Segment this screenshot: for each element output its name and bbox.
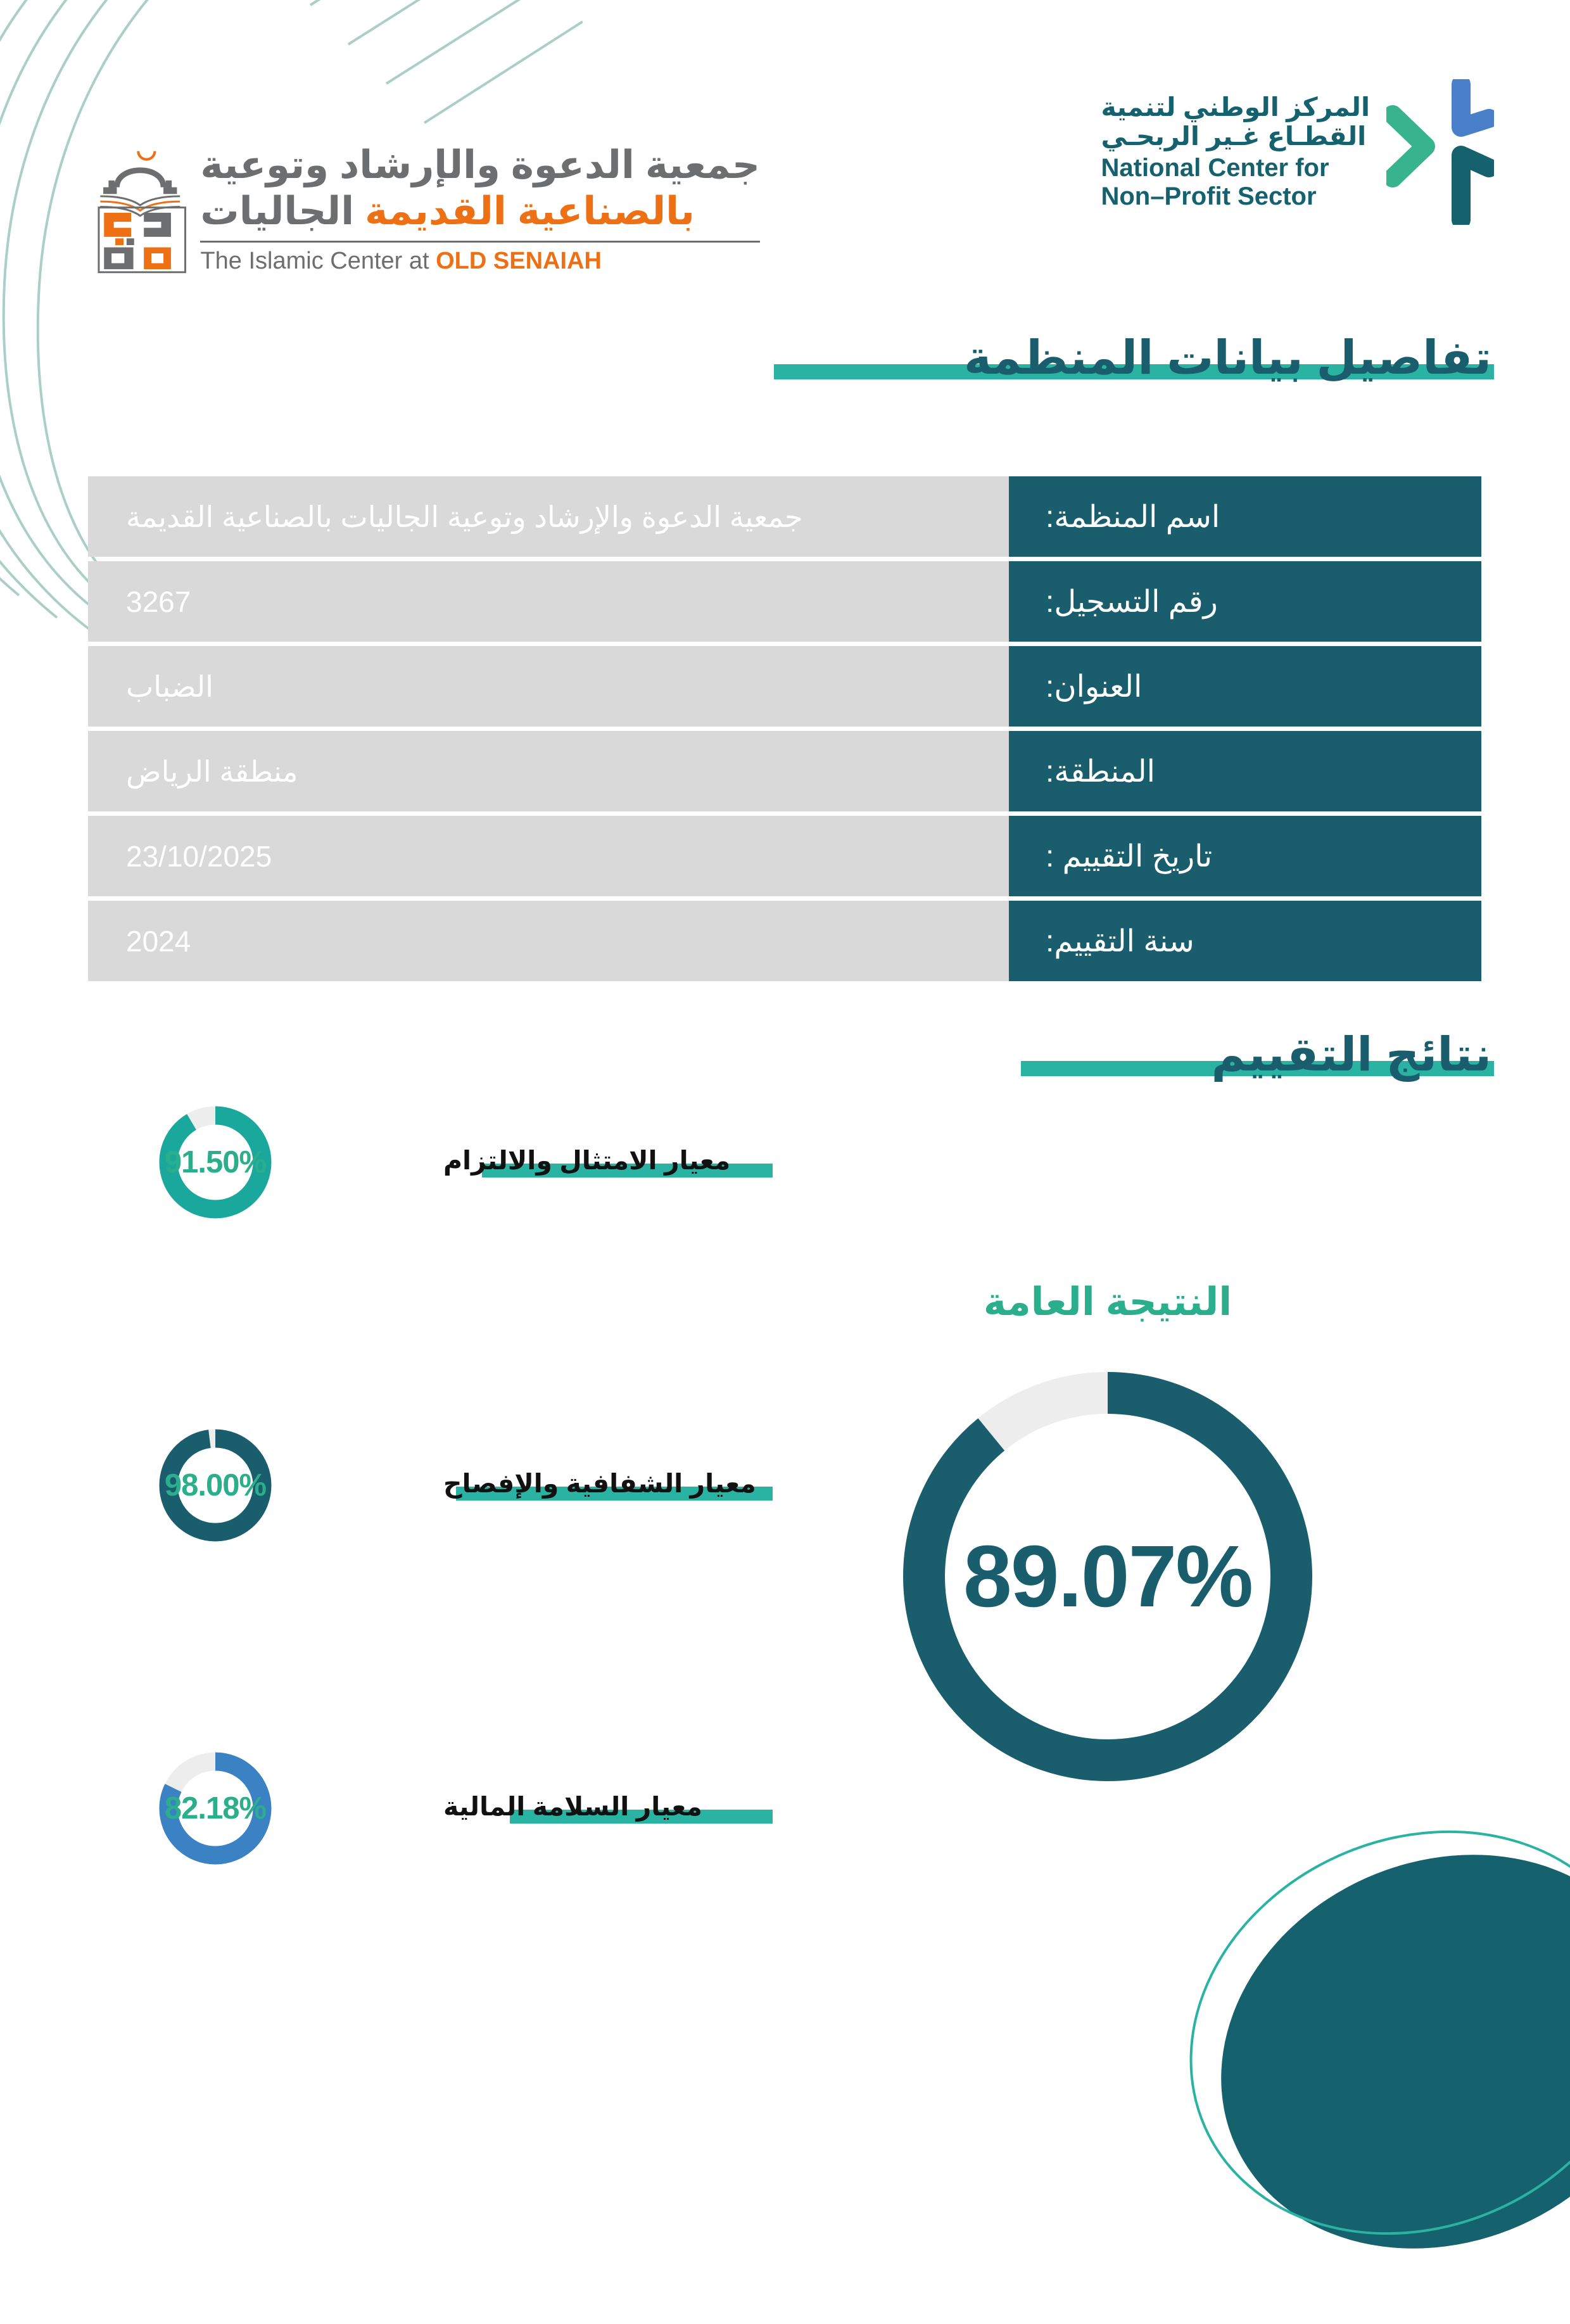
table-row xyxy=(88,476,1481,557)
criteria-charts-group xyxy=(0,1102,785,2071)
table-row xyxy=(88,816,1481,896)
table-row-label: المنطقة: xyxy=(1009,731,1481,811)
criterion-label xyxy=(443,1458,773,1509)
table-row xyxy=(88,561,1481,642)
criterion-chart-financial-safety xyxy=(0,1748,785,2071)
org-logo-line1: جمعية الدعوة والإرشاد وتوعية xyxy=(200,143,760,186)
donut-chart xyxy=(880,1349,1336,1805)
table-row-label: سنة التقييم: xyxy=(1009,901,1481,981)
ncnp-arrow-mark-icon xyxy=(1386,79,1494,225)
table-row-label: اسم المنظمة: xyxy=(1009,476,1481,557)
table-row-value: 3267 xyxy=(88,561,1009,642)
org-logo-line3: The Islamic Center at OLD SENAIAH xyxy=(200,247,602,274)
donut-value-label: 82.18% xyxy=(164,1791,267,1826)
results-title-text: نتائج التقييم xyxy=(1211,1028,1491,1081)
donut-value-label: 91.50% xyxy=(164,1145,267,1179)
criterion-label xyxy=(443,1781,773,1832)
organization-info-table xyxy=(88,476,1481,986)
table-row xyxy=(88,646,1481,727)
overall-result-chart xyxy=(854,1279,1361,1805)
table-row-value: جمعية الدعوة والإرشاد وتوعية الجاليات بالصناعية القديمة xyxy=(88,476,1009,557)
ncnp-arabic-line1: المركز الوطني لتنمية xyxy=(1101,92,1370,122)
table-row-value: الضباب xyxy=(88,646,1009,727)
criterion-chart-compliance xyxy=(0,1102,785,1425)
org-details-section-title xyxy=(861,320,1494,396)
donut-chart xyxy=(155,1425,275,1546)
ncnp-logo xyxy=(1038,70,1494,234)
ncnp-arabic-line2: القطـاع غـير الربحـي xyxy=(1101,122,1367,151)
org-logo-line2: بالصناعية القديمة الجاليات xyxy=(200,189,695,232)
org-logo-divider xyxy=(200,241,760,243)
donut-chart xyxy=(155,1748,275,1869)
table-row-label: رقم التسجيل: xyxy=(1009,561,1481,642)
donut-value-label: 89.07% xyxy=(963,1527,1253,1625)
table-row-label: تاريخ التقييم : xyxy=(1009,816,1481,896)
decorative-ellipse-bottomright xyxy=(1038,1754,1570,2324)
criterion-label-text: معيار السلامة المالية xyxy=(443,1792,702,1821)
overall-result-title: النتيجة العامة xyxy=(983,1280,1232,1323)
table-row-value: 2024 xyxy=(88,901,1009,981)
donut-chart xyxy=(155,1102,275,1222)
org-details-title-text: تفاصيل بيانات المنظمة xyxy=(964,331,1491,384)
table-row-value: منطقة الرياض xyxy=(88,731,1009,811)
mosque-book-emblem-icon xyxy=(95,95,189,323)
results-section-title xyxy=(886,1017,1494,1093)
criterion-label-text: معيار الامتثال والالتزام xyxy=(443,1146,731,1175)
table-row xyxy=(88,901,1481,981)
criterion-chart-transparency xyxy=(0,1425,785,1748)
organization-logo xyxy=(95,76,760,342)
table-row-label: العنوان: xyxy=(1009,646,1481,727)
table-row xyxy=(88,731,1481,811)
ncnp-english-line2: Non–Profit Sector xyxy=(1101,182,1317,210)
donut-value-label: 98.00% xyxy=(164,1468,267,1502)
table-row-value: 23/10/2025 xyxy=(88,816,1009,896)
ncnp-english-line1: National Center for xyxy=(1101,154,1329,182)
criterion-label-text: معيار الشفافية والإفصاح xyxy=(443,1469,756,1498)
criterion-label xyxy=(443,1135,773,1186)
